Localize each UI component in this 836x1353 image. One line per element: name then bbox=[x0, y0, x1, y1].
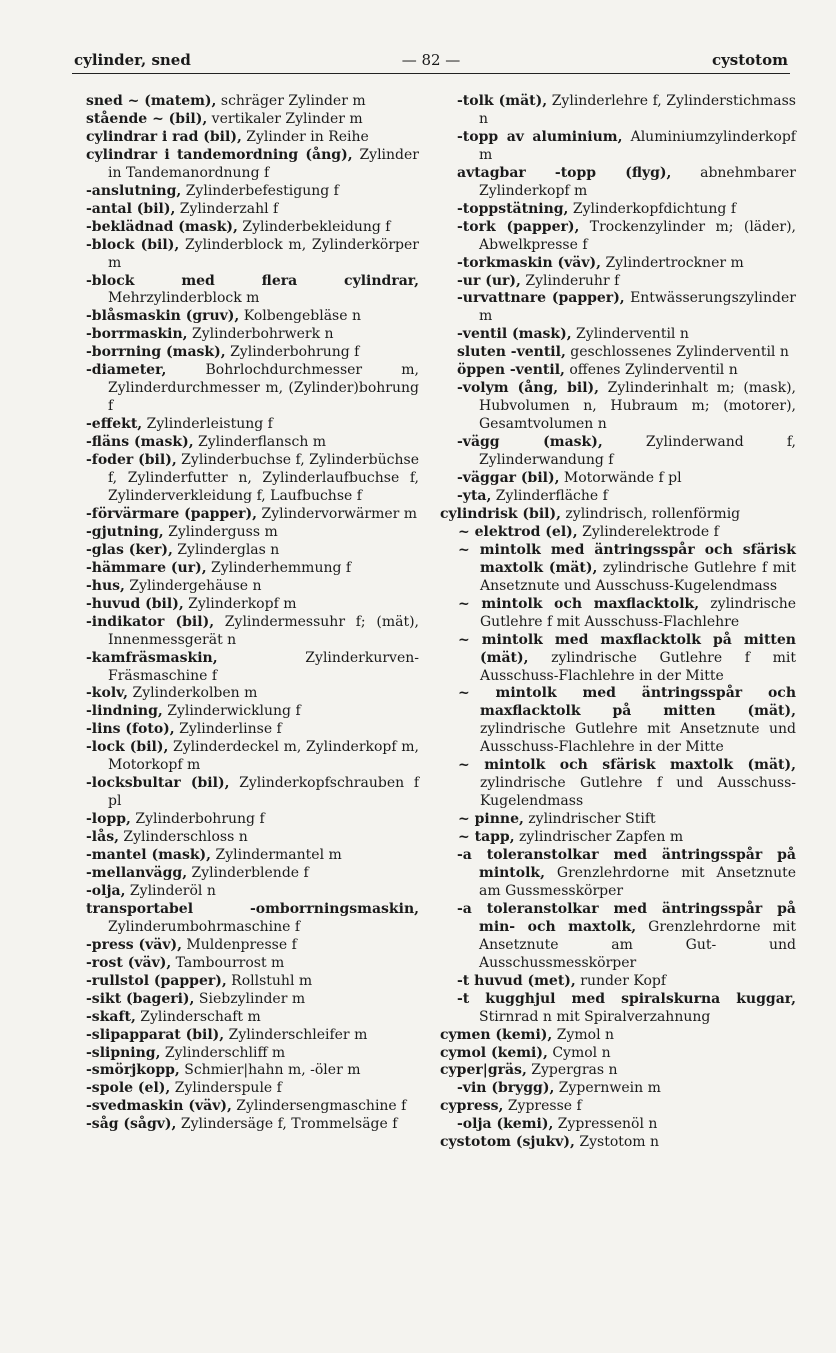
entry-headword: ~ elektrod (el), bbox=[458, 523, 578, 540]
dictionary-entry bbox=[86, 1080, 419, 1098]
entry-translation: Muldenpresse f bbox=[181, 936, 297, 953]
entry-translation: geschlossenes Zylinderventil n bbox=[565, 344, 789, 361]
entry-headword: -mellanvägg, bbox=[86, 864, 188, 881]
entry-translation: Zylinderzahl f bbox=[175, 200, 279, 217]
dictionary-entry bbox=[440, 632, 796, 686]
entry-translation: Zylindermessuhr f; (mät), Innenmessgerät n bbox=[108, 613, 419, 648]
dictionary-entry bbox=[86, 973, 419, 991]
dictionary-entry bbox=[86, 1045, 419, 1063]
entry-headword: -a toleranstolkar med äntringsspår på mintolk, bbox=[457, 847, 796, 881]
entry-translation: Zylinderkurven-Fräsmaschine f bbox=[108, 649, 419, 684]
dictionary-entry bbox=[440, 596, 796, 632]
entry-headword: -fläns (mask), bbox=[86, 434, 194, 451]
dictionary-entry bbox=[86, 901, 419, 937]
entry-headword: cylindrar i rad (bil), bbox=[86, 128, 242, 145]
dictionary-entry bbox=[86, 542, 419, 560]
entry-headword: -blåsmaskin (gruv), bbox=[86, 308, 240, 325]
entry-translation: Zylindervorwärmer m bbox=[257, 505, 418, 522]
dictionary-entry bbox=[440, 685, 796, 757]
entry-headword: -tolk (mät), bbox=[457, 93, 548, 109]
entry-translation: Zylinderblende f bbox=[187, 864, 309, 881]
entry-headword: ~ pinne, bbox=[458, 811, 524, 828]
entry-translation: Zylinderbohrwerk n bbox=[187, 326, 334, 343]
dictionary-entry bbox=[86, 614, 419, 650]
entry-headword: -såg (sågv), bbox=[86, 1116, 177, 1133]
page-header bbox=[72, 47, 790, 74]
dictionary-entry bbox=[86, 650, 419, 686]
entry-headword: -olja (kemi), bbox=[457, 1116, 554, 1133]
dictionary-entry bbox=[86, 937, 419, 955]
entry-translation: zylindrischer Zapfen m bbox=[514, 829, 684, 846]
entry-headword: -lås, bbox=[86, 829, 119, 846]
entry-translation: zylindrische Gutlehre f mit Ansetznute und Ausschuss-Kugelendmass bbox=[480, 559, 796, 594]
entry-headword: ~ tapp, bbox=[458, 829, 515, 846]
entry-headword: -svedmaskin (väv), bbox=[86, 1098, 232, 1115]
entry-headword: -block med flera cylindrar, bbox=[86, 272, 419, 289]
dictionary-entry bbox=[86, 524, 419, 542]
dictionary-entry bbox=[86, 775, 419, 811]
dictionary-entry bbox=[86, 183, 419, 201]
entry-translation: Cymol n bbox=[547, 1044, 611, 1061]
entry-translation: Zystotom n bbox=[574, 1134, 660, 1151]
entry-headword: cypress, bbox=[440, 1098, 504, 1115]
entry-translation: offenes Zylinderventil n bbox=[564, 362, 738, 379]
dictionary-entry bbox=[457, 1116, 796, 1134]
entry-translation: Zypresse f bbox=[503, 1098, 582, 1115]
entry-translation: Zylinderhemmung f bbox=[206, 559, 352, 576]
entry-translation: Zylinderwicklung f bbox=[162, 703, 301, 720]
entry-translation: Zylinderkopfschrauben f pl bbox=[108, 775, 419, 810]
entry-translation: Zylinderkolben m bbox=[128, 685, 258, 702]
entry-translation: Grenzlehrdorne mit Ansetznute am Gut- und Ausschussmesskörper bbox=[479, 918, 796, 971]
entry-headword: -press (väv), bbox=[86, 936, 182, 953]
entry-headword: -yta, bbox=[457, 487, 492, 504]
entry-headword: -lins (foto), bbox=[86, 721, 175, 738]
dictionary-entry bbox=[86, 1098, 419, 1116]
dictionary-entry bbox=[440, 829, 796, 847]
dictionary-entry bbox=[86, 147, 419, 183]
entry-headword: -indikator (bil), bbox=[86, 613, 215, 630]
dictionary-entry bbox=[457, 326, 796, 344]
entry-translation: Motorwände f pl bbox=[559, 470, 682, 487]
entry-translation: Zylinderbefestigung f bbox=[181, 182, 339, 199]
entry-headword: -ventil (mask), bbox=[457, 326, 572, 343]
dictionary-entry bbox=[86, 685, 419, 703]
dictionary-entry bbox=[86, 739, 419, 775]
dictionary-entry bbox=[457, 847, 796, 901]
entry-headword: -smörjkopp, bbox=[86, 1062, 180, 1079]
dictionary-entry bbox=[457, 93, 796, 129]
entry-translation: Zylinder in Reihe bbox=[241, 128, 369, 145]
dictionary-entry bbox=[457, 273, 796, 291]
dictionary-entry bbox=[86, 865, 419, 883]
entry-headword: ~ mintolk med äntringsspår och sfärisk maxtolk (mät), bbox=[458, 541, 796, 576]
entry-headword: -hus, bbox=[86, 577, 125, 594]
dictionary-entry bbox=[440, 1062, 796, 1080]
entry-headword: cymen (kemi), bbox=[440, 1026, 553, 1043]
entry-translation: Zylinderleistung f bbox=[142, 416, 273, 433]
entry-headword: transportabel -omborrningsmaskin, bbox=[86, 900, 419, 917]
entry-headword: -ur (ur), bbox=[457, 272, 521, 289]
entry-headword: -rost (väv), bbox=[86, 954, 172, 971]
dictionary-entry bbox=[440, 542, 796, 596]
entry-translation: Zylindermantel m bbox=[211, 847, 342, 864]
entry-headword: -väggar (bil), bbox=[457, 470, 560, 487]
entry-headword: cylindrisk (bil), bbox=[440, 505, 561, 522]
entry-translation: zylindrische Gutlehre mit Ansetznute und Ausschuss-Flachlehre in der Mitte bbox=[480, 721, 796, 756]
right-column bbox=[440, 93, 796, 1152]
entry-headword: -mantel (mask), bbox=[86, 847, 212, 864]
entry-translation: Siebzylinder m bbox=[194, 990, 306, 1007]
entry-translation: Zylinderglas n bbox=[172, 541, 280, 558]
entry-translation: zylindrisch, rollenförmig bbox=[560, 505, 741, 522]
entry-headword: öppen -ventil, bbox=[457, 362, 565, 379]
header-left-guide-word: cylinder, sned bbox=[74, 51, 191, 69]
entry-translation: Aluminiumzylinderkopf m bbox=[479, 128, 796, 163]
entry-translation: Zypressenöl n bbox=[553, 1116, 658, 1133]
dictionary-entry bbox=[86, 560, 419, 578]
entry-headword: -topp av aluminium, bbox=[457, 128, 623, 145]
entry-headword: -skaft, bbox=[86, 1008, 136, 1025]
entry-headword: cymol (kemi), bbox=[440, 1044, 548, 1061]
dictionary-entry bbox=[457, 201, 796, 219]
dictionary-entry bbox=[440, 1027, 796, 1045]
dictionary-entry bbox=[86, 273, 419, 309]
dictionary-entry bbox=[86, 955, 419, 973]
dictionary-entry bbox=[86, 201, 419, 219]
entry-headword: -vin (brygg), bbox=[457, 1080, 555, 1097]
entry-translation: Zylinderkopfdichtung f bbox=[568, 200, 737, 217]
entry-headword: -lindning, bbox=[86, 703, 163, 720]
dictionary-entry bbox=[86, 1116, 419, 1134]
dictionary-entry bbox=[86, 1062, 419, 1080]
entry-headword: -glas (ker), bbox=[86, 541, 173, 558]
entry-translation: Zylinderöl n bbox=[125, 882, 216, 899]
entry-translation: Zylindersäge f, Trommelsäge f bbox=[176, 1116, 398, 1133]
dictionary-entry bbox=[86, 596, 419, 614]
entry-translation: Zylinderinhalt m; (mask), Hubvolumen n, Hubraum m; (motorer), Gesamtvolumen n bbox=[479, 380, 796, 433]
dictionary-entry bbox=[457, 219, 796, 255]
entry-headword: -rullstol (papper), bbox=[86, 972, 227, 989]
entry-translation: Zylinderlinse f bbox=[174, 721, 282, 738]
entry-headword: -effekt, bbox=[86, 416, 143, 433]
entry-translation: Entwässerungszylinder m bbox=[479, 290, 796, 325]
entry-translation: Zylinderuhr f bbox=[520, 272, 620, 289]
entry-translation: Zylinderdeckel m, Zylinderkopf m, Motorkopf m bbox=[108, 739, 419, 774]
entry-headword: ~ mintolk med maxflacktolk på mitten (mät), bbox=[458, 631, 796, 666]
dictionary-entry bbox=[440, 1045, 796, 1063]
dictionary-entry bbox=[86, 129, 419, 147]
entry-translation: Zylinderwand f, Zylinderwandung f bbox=[479, 434, 797, 469]
entry-translation: abnehmbarer Zylinderkopf m bbox=[479, 164, 796, 199]
entry-translation: Bohrlochdurchmesser m, Zylinderdurchmesser m, (Zylinder)bohrung f bbox=[108, 362, 419, 415]
entry-translation: Zylinder in Tandemanordnung f bbox=[108, 146, 419, 181]
entry-headword: -vägg (mask), bbox=[457, 434, 603, 451]
entry-headword: -antal (bil), bbox=[86, 200, 176, 217]
dictionary-entry bbox=[86, 1027, 419, 1045]
dictionary-entry bbox=[86, 829, 419, 847]
dictionary-entry bbox=[457, 488, 796, 506]
entry-headword: -toppstätning, bbox=[457, 200, 569, 217]
page-number: — 82 — bbox=[401, 51, 461, 69]
dictionary-entry bbox=[457, 991, 796, 1027]
dictionary-entry bbox=[440, 524, 796, 542]
dictionary-entry bbox=[457, 362, 796, 380]
entry-translation: Zylinderumbohrmaschine f bbox=[108, 918, 301, 935]
entry-translation: Mehrzylinderblock m bbox=[108, 290, 260, 307]
entry-headword: -t kugghjul med spiralskurna kuggar, bbox=[457, 990, 796, 1007]
dictionary-entry bbox=[440, 757, 796, 811]
dictionary-entry bbox=[440, 506, 796, 524]
dictionary-entry bbox=[86, 506, 419, 524]
entry-headword: -urvattnare (papper), bbox=[457, 290, 625, 307]
dictionary-entry bbox=[86, 847, 419, 865]
dictionary-entry bbox=[457, 290, 796, 326]
entry-headword: -lopp, bbox=[86, 811, 131, 828]
entry-headword: -diameter, bbox=[86, 362, 167, 379]
entry-headword: -block (bil), bbox=[86, 236, 180, 253]
entry-translation: Zylinderguss m bbox=[163, 523, 278, 540]
entry-translation: Zylinderlehre f, Zylinderstichmass n bbox=[479, 93, 796, 127]
dictionary-entry bbox=[86, 326, 419, 344]
entry-translation: Grenzlehrdorne mit Ansetznute am Gussmesskörper bbox=[479, 864, 796, 899]
dictionary-entry bbox=[86, 578, 419, 596]
entry-headword: -tork (papper), bbox=[457, 218, 580, 235]
dictionary-entry bbox=[86, 991, 419, 1009]
entry-headword: stående ~ (bil), bbox=[86, 110, 208, 127]
entry-headword: -spole (el), bbox=[86, 1080, 171, 1097]
entry-translation: zylindrische Gutlehre f mit Ausschuss-Flachlehre bbox=[480, 595, 796, 630]
dictionary-entry bbox=[440, 1098, 796, 1116]
entry-translation: Zylinderbekleidung f bbox=[237, 218, 391, 235]
entry-translation: Rollstuhl m bbox=[226, 972, 313, 989]
entry-translation: Zylinderbuchse f, Zylinderbüchse f, Zylinderfutter n, Zylinderlaufbuchse f, Zylinderverkleidung f, Laufbuchse f bbox=[108, 452, 419, 504]
entry-translation: Zylinderventil n bbox=[571, 326, 689, 343]
entry-headword: ~ mintolk och sfärisk maxtolk (mät), bbox=[458, 757, 796, 774]
entry-headword: avtagbar -topp (flyg), bbox=[457, 164, 672, 181]
entry-translation: Zylinderspule f bbox=[170, 1080, 282, 1097]
entry-headword: cylindrar i tandemordning (ång), bbox=[86, 146, 353, 163]
left-column bbox=[86, 93, 419, 1134]
dictionary-entry bbox=[86, 416, 419, 434]
entry-headword: -volym (ång, bil), bbox=[457, 380, 600, 397]
entry-translation: Stirnrad n mit Spiralverzahnung bbox=[479, 1008, 711, 1025]
entry-translation: vertikaler Zylinder m bbox=[207, 110, 363, 127]
entry-translation: Zylindergehäuse n bbox=[124, 577, 262, 594]
entry-translation: Zylinderflansch m bbox=[193, 434, 327, 451]
dictionary-entry bbox=[86, 308, 419, 326]
dictionary-entry bbox=[440, 1134, 796, 1152]
dictionary-entry bbox=[86, 344, 419, 362]
dictionary-entry bbox=[440, 811, 796, 829]
entry-translation: Zylinderelektrode f bbox=[577, 523, 719, 540]
entry-headword: -huvud (bil), bbox=[86, 595, 184, 612]
dictionary-entry bbox=[86, 362, 419, 416]
dictionary-entry bbox=[86, 703, 419, 721]
entry-headword: -hämmare (ur), bbox=[86, 559, 207, 576]
entry-translation: Tambourrost m bbox=[171, 954, 285, 971]
dictionary-entry bbox=[86, 883, 419, 901]
entry-headword: -kolv, bbox=[86, 685, 129, 702]
entry-headword: ~ mintolk med äntringsspår och maxflacktolk på mitten (mät), bbox=[458, 685, 796, 720]
dictionary-entry bbox=[86, 93, 419, 111]
entry-headword: -torkmaskin (väv), bbox=[457, 254, 601, 271]
dictionary-entry bbox=[86, 237, 419, 273]
entry-headword: cyper|gräs, bbox=[440, 1062, 527, 1079]
dictionary-entry bbox=[86, 452, 419, 506]
entry-headword: -förvärmare (papper), bbox=[86, 505, 258, 522]
entry-headword: -anslutning, bbox=[86, 182, 182, 199]
entry-translation: Zylinderbohrung f bbox=[130, 811, 265, 828]
dictionary-entry bbox=[86, 434, 419, 452]
entry-translation: Kolbengebläse n bbox=[239, 308, 361, 325]
entry-headword: -slipapparat (bil), bbox=[86, 1026, 225, 1043]
entry-translation: Zylinderbohrung f bbox=[225, 344, 360, 361]
dictionary-entry bbox=[457, 129, 796, 165]
entry-translation: Zylindersengmaschine f bbox=[231, 1098, 407, 1115]
entry-translation: Zypergras n bbox=[526, 1062, 618, 1079]
dictionary-entry bbox=[457, 380, 796, 434]
entry-headword: -borrmaskin, bbox=[86, 326, 188, 343]
entry-headword: -gjutning, bbox=[86, 523, 164, 540]
entry-translation: Zymol n bbox=[552, 1026, 615, 1043]
dictionary-entry bbox=[457, 434, 796, 470]
entry-headword: -a toleranstolkar med äntringsspår på min- och maxtolk, bbox=[457, 900, 796, 935]
dictionary-entry bbox=[86, 811, 419, 829]
entry-translation: Zylinderblock m, Zylinderkörper m bbox=[108, 236, 419, 271]
entry-translation: Zylinderschloss n bbox=[118, 829, 248, 846]
entry-translation: Zylinderfläche f bbox=[491, 487, 608, 504]
dictionary-entry bbox=[86, 219, 419, 237]
entry-translation: Trockenzylinder m; (läder), Abwelkpresse f bbox=[479, 218, 796, 253]
entry-headword: cystotom (sjukv), bbox=[440, 1134, 575, 1151]
dictionary-entry bbox=[86, 111, 419, 129]
entry-headword: -kamfräsmaskin, bbox=[86, 649, 218, 666]
entry-translation: Zylindertrockner m bbox=[601, 254, 744, 271]
entry-translation: Schmier|hahn m, -öler m bbox=[179, 1062, 361, 1079]
entry-headword: -borrning (mask), bbox=[86, 344, 226, 361]
dictionary-entry bbox=[86, 1009, 419, 1027]
dictionary-entry bbox=[86, 721, 419, 739]
entry-headword: -t huvud (met), bbox=[457, 972, 576, 989]
entry-headword: -slipning, bbox=[86, 1044, 161, 1061]
entry-headword: sluten -ventil, bbox=[457, 344, 566, 361]
entry-translation: runder Kopf bbox=[575, 972, 667, 989]
entry-headword: -lock (bil), bbox=[86, 739, 169, 756]
dictionary-entry bbox=[457, 973, 796, 991]
dictionary-entry bbox=[457, 901, 796, 973]
entry-translation: zylindrische Gutlehre f und Ausschuss-Kugelendmass bbox=[480, 775, 796, 810]
entry-headword: sned ~ (matem), bbox=[86, 93, 217, 109]
entry-headword: -locksbultar (bil), bbox=[86, 775, 230, 792]
entry-headword: -beklädnad (mask), bbox=[86, 218, 238, 235]
header-right-guide-word: cystotom bbox=[711, 51, 788, 69]
entry-translation: zylindrischer Stift bbox=[523, 811, 656, 828]
dictionary-entry bbox=[457, 1080, 796, 1098]
dictionary-entry bbox=[457, 470, 796, 488]
dictionary-entry bbox=[457, 255, 796, 273]
entry-translation: Zylinderschliff m bbox=[160, 1044, 286, 1061]
dictionary-entry bbox=[457, 165, 796, 201]
entry-translation: Zypernwein m bbox=[554, 1080, 661, 1097]
entry-translation: Zylinderkopf m bbox=[183, 595, 297, 612]
entry-translation: Zylinderschleifer m bbox=[224, 1026, 368, 1043]
entry-headword: -olja, bbox=[86, 882, 126, 899]
dictionary-entry bbox=[457, 344, 796, 362]
entry-headword: -sikt (bageri), bbox=[86, 990, 195, 1007]
entry-headword: -foder (bil), bbox=[86, 452, 177, 469]
entry-headword: ~ mintolk och maxflacktolk, bbox=[458, 595, 700, 612]
entry-translation: zylindrische Gutlehre f mit Ausschuss-Flachlehre in der Mitte bbox=[480, 649, 796, 684]
entry-translation: schräger Zylinder m bbox=[216, 93, 366, 109]
entry-translation: Zylinderschaft m bbox=[135, 1008, 261, 1025]
